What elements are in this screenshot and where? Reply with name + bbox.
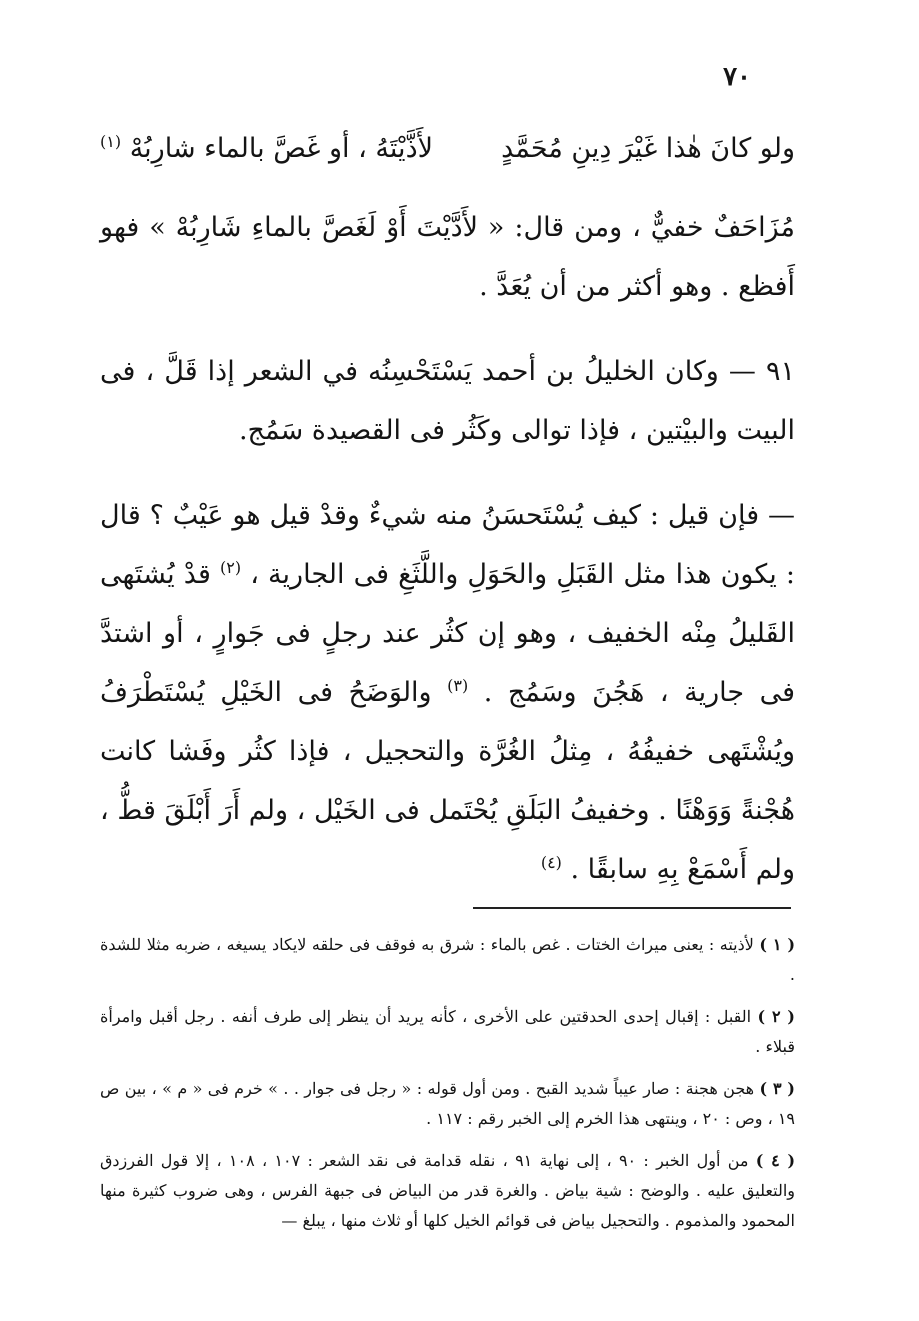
footnote-ref-3: (٣)	[447, 676, 469, 695]
footnote-4-text: من أول الخبر : ٩٠ ، إلى نهاية ٩١ ، نقله قدامة فى نقد الشعر : ١٠٧ ، ١٠٨ ، إلا قول الفرزدق والتعليق عليه . والوضح : شية بياض . والغرة قدر من البياض فى جبهة الفرس ، وهى ضروب كثيرة منها المحمود والمذموم . والتحجيل بياض فى قوائم الخيل كلها أو ثلاث منها ، يبلغ —	[100, 1151, 795, 1230]
verse-first-hemistich-text: ولو كانَ هٰذا غَيْرَ دِينِ مُحَمَّدٍ	[501, 133, 795, 164]
footnote-1	[100, 930, 795, 990]
footnote-3	[100, 1074, 795, 1134]
page-number: ٧٠	[723, 62, 751, 92]
verse-line	[100, 118, 795, 180]
footnote-3-label: ( ٣ )	[759, 1079, 796, 1098]
footnote-4	[100, 1146, 795, 1236]
paragraph-3-text-c: والوَضَحُ فى الخَيْلِ يُسْتَطْرَفُ ويُشْتَهى خفيفُهُ ، مِثلُ الغُرَّة والتحجيل ، فإذا كثُر وفَشا كانت هُجْنةً وَوَهْنًا . وخفيفُ البَلَقِ يُحْتَمل فى الخَيْل ، ولم أَرَ أَبْلَقَ قطُّ ، ولم أَسْمَعْ بِهِ سابقًا .	[100, 677, 795, 885]
footnote-separator-rule	[473, 907, 791, 909]
footnote-ref-2: (٢)	[220, 558, 242, 577]
paragraph-2	[100, 342, 795, 460]
footnote-2-label: ( ٢ )	[757, 1007, 796, 1026]
paragraph-1	[100, 198, 795, 316]
footnotes	[100, 930, 795, 1236]
verse-second-hemistich	[100, 118, 433, 180]
paragraph-3	[100, 486, 795, 899]
footnote-2-text: القبل : إقبال إحدى الحدقتين على الأخرى ، كأنه يريد أن ينظر إلى طرف أنفه . رجل أقبل وامرأة قبلاء .	[100, 1007, 795, 1056]
paragraph-1-text: مُزَاحَفٌ خفيٌّ ، ومن قال: « لأَدَّيْتَ أَوْ لَغَصَّ بالماءِ شَارِبُهْ » فهو أَفظع . وهو أكثر من أن يُعَدَّ .	[100, 212, 795, 302]
footnote-3-text: هجن هجنة : صار عيباً شديد القبح . ومن أول قوله : « رجل فى جوار . . » خرم فى « م » ، بين ص ١٩ ، وص : ٢٠ ، وينتهى هذا الخرم إلى الخبر رقم : ١١٧ .	[100, 1079, 795, 1128]
footnote-2	[100, 1002, 795, 1062]
footnote-ref-4: (٤)	[540, 853, 562, 872]
footnote-ref-1: (١)	[100, 132, 122, 151]
footnote-1-text: لأذيته : يعنى ميراث الختات . غص بالماء : شرق به فوقف فى حلقه لايكاد يسيغه ، ضربه مثلا للشدة .	[100, 935, 795, 984]
paragraph-2-text: ٩١ — وكان الخليلُ بن أحمد يَسْتَحْسِنُه في الشعر إذا قَلَّ ، فى البيت والبيْتين ، فإذا توالى وكَثُر فى القصيدة سَمُج.	[100, 356, 795, 446]
main-text	[100, 118, 795, 921]
footnote-4-label: ( ٤ )	[755, 1151, 796, 1170]
footnote-1-label: ( ١ )	[759, 935, 796, 954]
verse-first-hemistich	[501, 118, 795, 180]
paragraph-3-text-b: قدْ يُشتَهى القَليلُ مِنْه الخفيف ، وهو إن كثُر عند رجلٍ فى جَوارٍ ، أو اشتدَّ فى جارية ، هَجُنَ وسَمُج .	[100, 559, 795, 708]
paragraph-3-text-a: — فإن قيل : كيف يُسْتَحسَنُ منه شيءٌ وقدْ قيل هو عَيْبٌ ؟ قال : يكون هذا مثل القَبَلِ والحَوَلِ واللَّثَغِ فى الجارية ،	[100, 500, 795, 590]
verse-second-hemistich-text: لأَذَّيْتَهُ ، أو غَصَّ بالماء شارِبُهْ	[129, 133, 433, 164]
